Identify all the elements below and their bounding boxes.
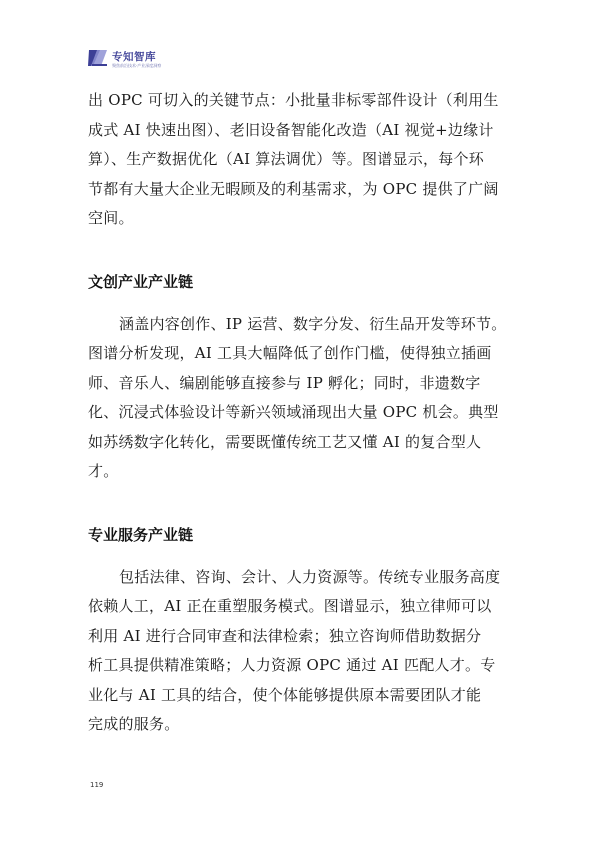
paragraph-line: 空间。 xyxy=(88,209,134,227)
paragraph-line: 才。 xyxy=(88,462,119,480)
paragraph-line: 业化与 AI 工具的结合，使个体能够提供原本需要团队才能 xyxy=(88,685,482,704)
paragraph-line: 算）、生产数据优化（AI 算法调优）等。图谱显示，每个环 xyxy=(88,150,485,168)
paragraph-line: 出 OPC 可切入的关键节点：小批量非标零部件设计（利用生 xyxy=(88,91,499,109)
paragraph-line: 化、沉浸式体验设计等新兴领域涌现出大量 OPC 机会。典型 xyxy=(88,403,499,421)
paragraph-line: 利用 AI 进行合同审查和法律检索；独立咨询师借助数据分 xyxy=(88,626,482,645)
brand-name: 专知智库 xyxy=(112,51,156,63)
paragraph-line: 完成的服务。 xyxy=(88,715,180,733)
paragraph-line: 如苏绣数字化转化，需要既懂传统工艺又懂 AI 的复合型人 xyxy=(88,432,482,451)
section-heading: 专业服务产业链 xyxy=(88,525,194,544)
paragraph-line: 图谱分析发现，AI 工具大幅降低了创作门槛，使得独立插画 xyxy=(88,344,492,362)
paragraph-line: 师、音乐人、编剧能够直接参与 IP 孵化；同时，非遗数字 xyxy=(88,373,481,392)
paragraph-line: 节都有大量大企业无暇顾及的利基需求，为 OPC 提供了广阔 xyxy=(88,179,499,198)
brand-logo xyxy=(88,48,288,72)
section-paragraph xyxy=(88,563,508,740)
paragraph-line: 成式 AI 快速出图）、老旧设备智能化改造（AI 视觉+边缘计 xyxy=(88,120,494,139)
paragraph-line: 析工具提供精准策略；人力资源 OPC 通过 AI 匹配人才。专 xyxy=(88,656,496,674)
intro-paragraph xyxy=(88,86,508,234)
paragraph-line: 涵盖内容创作、IP 运营、数字分发、衍生品开发等环节。 xyxy=(119,314,507,333)
logo-mark-icon xyxy=(88,49,108,67)
paragraph-line: 依赖人工，AI 正在重塑服务模式。图谱显示，独立律师可以 xyxy=(88,597,492,615)
section-heading: 文创产业产业链 xyxy=(88,272,194,291)
paragraph-line: 包括法律、咨询、会计、人力资源等。传统专业服务高度 xyxy=(119,567,501,586)
brand-tagline: 聚焦前沿技术·产业深度洞察 xyxy=(112,63,162,68)
section-paragraph xyxy=(88,310,508,487)
document-body xyxy=(88,86,508,740)
page-number: 119 xyxy=(90,781,104,789)
